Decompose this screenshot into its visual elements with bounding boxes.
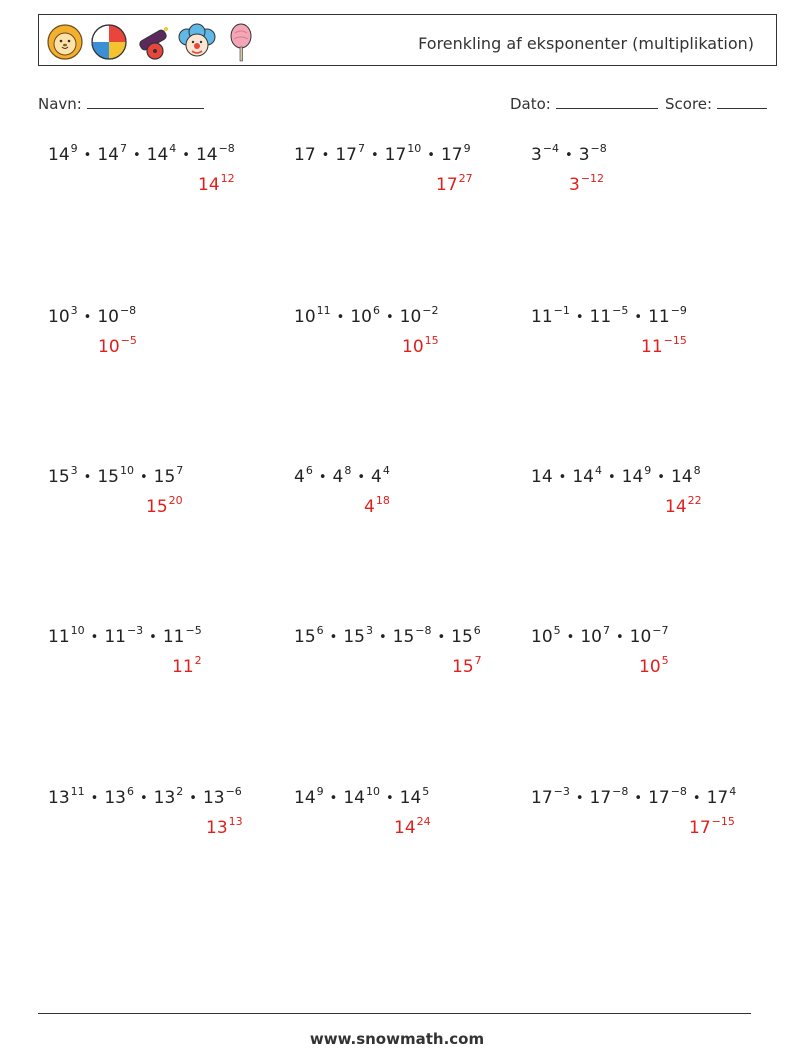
power-term xyxy=(195,142,235,165)
base: 14 xyxy=(146,145,169,165)
exponent: 3 xyxy=(70,304,78,317)
base: 14 xyxy=(665,497,687,517)
problem-expression xyxy=(294,624,481,647)
power-term xyxy=(202,785,242,808)
multiply-dot: • xyxy=(189,791,197,806)
cotton-candy-icon xyxy=(221,21,261,63)
power-term xyxy=(648,304,687,327)
base: 17 xyxy=(589,788,612,808)
exponent: 2 xyxy=(194,654,202,667)
base: 15 xyxy=(452,657,474,677)
base: 11 xyxy=(589,307,612,327)
exponent: 7 xyxy=(119,142,127,155)
exponent: 6 xyxy=(305,464,313,477)
exponent: 6 xyxy=(316,624,324,637)
base: 11 xyxy=(172,657,194,677)
power-term xyxy=(392,624,432,647)
base: 15 xyxy=(97,467,119,487)
base: 4 xyxy=(294,467,305,487)
base: 14 xyxy=(670,467,693,487)
base: 11 xyxy=(648,307,670,327)
multiply-dot: • xyxy=(321,148,330,163)
base: 11 xyxy=(641,337,663,357)
exponent: 8 xyxy=(344,464,352,477)
base: 11 xyxy=(104,627,126,647)
problem-item xyxy=(531,304,771,387)
exponent: −8 xyxy=(218,142,235,155)
multiply-dot: • xyxy=(575,310,584,325)
exponent: −2 xyxy=(422,304,439,317)
power-term xyxy=(146,142,177,165)
power-term xyxy=(48,142,78,165)
base: 17 xyxy=(689,818,711,838)
answer xyxy=(172,654,202,677)
power-term xyxy=(641,334,687,357)
exponent: −4 xyxy=(542,142,560,155)
base: 10 xyxy=(629,627,652,647)
base: 10 xyxy=(350,307,372,327)
power-term xyxy=(706,785,737,808)
problem-item xyxy=(48,464,288,547)
base: 10 xyxy=(98,337,120,357)
date-blank[interactable] xyxy=(556,94,658,109)
answer xyxy=(394,815,431,838)
multiply-dot: • xyxy=(558,470,567,485)
problem-expression xyxy=(294,785,430,808)
base: 14 xyxy=(48,145,70,165)
multiply-dot: • xyxy=(385,310,394,325)
header-icons xyxy=(45,20,261,64)
multiply-dot: • xyxy=(575,791,584,806)
problem-item xyxy=(294,142,534,225)
exponent: −5 xyxy=(185,624,202,637)
power-term xyxy=(580,624,610,647)
answer xyxy=(452,654,482,677)
multiply-dot: • xyxy=(378,630,387,645)
exponent: −9 xyxy=(670,304,687,317)
exponent: 4 xyxy=(382,464,390,477)
power-term xyxy=(335,142,365,165)
exponent: 7 xyxy=(176,464,184,477)
problem-item xyxy=(48,142,288,225)
multiply-dot: • xyxy=(139,791,148,806)
exponent: 10 xyxy=(365,785,380,798)
multiply-dot: • xyxy=(90,630,99,645)
power-term xyxy=(629,624,669,647)
exponent: 9 xyxy=(316,785,324,798)
multiply-dot: • xyxy=(657,470,665,485)
multiply-dot: • xyxy=(385,791,394,806)
problem-expression xyxy=(48,785,242,808)
score-label: Score: xyxy=(665,95,713,113)
exponent: 9 xyxy=(463,142,471,155)
base: 17 xyxy=(335,145,357,165)
base: 13 xyxy=(202,788,225,808)
exponent: 5 xyxy=(661,654,669,667)
power-term xyxy=(569,172,605,195)
problem-expression xyxy=(531,464,701,487)
exponent: −12 xyxy=(580,172,605,185)
power-term xyxy=(294,145,316,165)
answer xyxy=(402,334,439,357)
base: 14 xyxy=(621,467,644,487)
base: 13 xyxy=(104,788,126,808)
exponent: 20 xyxy=(168,494,183,507)
name-label: Navn: xyxy=(38,95,82,113)
date-field[interactable] xyxy=(510,94,658,113)
exponent: 9 xyxy=(644,464,652,477)
base: 15 xyxy=(153,467,176,487)
base: 10 xyxy=(294,307,316,327)
base: 4 xyxy=(364,497,375,517)
power-term xyxy=(589,785,629,808)
problem-expression xyxy=(48,142,235,165)
exponent: 12 xyxy=(220,172,235,185)
exponent: 5 xyxy=(553,624,561,637)
answer xyxy=(665,494,702,517)
cannon-icon xyxy=(133,21,173,63)
base: 14 xyxy=(294,788,316,808)
exponent: 10 xyxy=(119,464,134,477)
power-term xyxy=(531,624,561,647)
power-term xyxy=(350,304,380,327)
multiply-dot: • xyxy=(329,630,338,645)
multiply-dot: • xyxy=(182,148,190,163)
name-blank[interactable] xyxy=(87,94,204,109)
multiply-dot: • xyxy=(83,148,92,163)
exponent: 6 xyxy=(473,624,481,637)
exponent: 18 xyxy=(375,494,390,507)
base: 17 xyxy=(384,145,407,165)
multiply-dot: • xyxy=(692,791,701,806)
power-term xyxy=(98,334,137,357)
power-term xyxy=(531,142,560,165)
exponent: −5 xyxy=(612,304,629,317)
power-term xyxy=(399,785,430,808)
exponent: 4 xyxy=(169,142,177,155)
exponent: 7 xyxy=(602,624,610,637)
base: 13 xyxy=(206,818,228,838)
multiply-dot: • xyxy=(615,630,624,645)
problem-item xyxy=(531,624,771,707)
exponent: 4 xyxy=(729,785,737,798)
multiply-dot: • xyxy=(634,310,643,325)
exponent: 10 xyxy=(407,142,422,155)
problem-expression xyxy=(531,785,737,808)
exponent: −8 xyxy=(415,624,432,637)
power-term xyxy=(97,304,137,327)
base: 14 xyxy=(343,788,365,808)
exponent: 22 xyxy=(687,494,702,507)
answer xyxy=(641,334,687,357)
base: 10 xyxy=(97,307,119,327)
base: 10 xyxy=(402,337,424,357)
exponent: 11 xyxy=(70,785,85,798)
exponent: 4 xyxy=(594,464,602,477)
base: 17 xyxy=(436,175,458,195)
exponent: 8 xyxy=(693,464,701,477)
multiply-dot: • xyxy=(149,630,157,645)
power-term xyxy=(153,464,184,487)
base: 17 xyxy=(531,788,553,808)
power-term xyxy=(531,467,553,487)
answer xyxy=(146,494,183,517)
problem-item xyxy=(294,785,534,868)
multiply-dot: • xyxy=(634,791,643,806)
problem-item xyxy=(531,464,771,547)
exponent: 9 xyxy=(70,142,78,155)
exponent: 11 xyxy=(316,304,331,317)
exponent: −1 xyxy=(553,304,570,317)
base: 17 xyxy=(706,788,729,808)
problem-item xyxy=(531,785,771,868)
footer-url: www.snowmath.com xyxy=(309,1030,485,1048)
exponent: 6 xyxy=(372,304,380,317)
power-term xyxy=(578,142,607,165)
multiply-dot: • xyxy=(83,470,92,485)
problem-expression xyxy=(531,304,687,327)
power-term xyxy=(648,785,687,808)
base: 15 xyxy=(48,467,70,487)
base: 10 xyxy=(531,627,553,647)
multiply-dot: • xyxy=(427,148,435,163)
base: 17 xyxy=(648,788,670,808)
problem-item xyxy=(48,785,288,868)
base: 14 xyxy=(531,467,553,487)
exponent: 6 xyxy=(126,785,134,798)
power-term xyxy=(399,304,439,327)
power-term xyxy=(294,304,331,327)
base: 14 xyxy=(399,788,422,808)
problem-expression xyxy=(294,142,471,165)
multiply-dot: • xyxy=(370,148,379,163)
power-term xyxy=(572,464,602,487)
power-term xyxy=(371,464,390,487)
power-term xyxy=(48,304,78,327)
answer xyxy=(689,815,735,838)
base: 11 xyxy=(162,627,185,647)
problem-expression xyxy=(48,624,202,647)
name-field[interactable] xyxy=(38,94,204,113)
power-term xyxy=(665,494,702,517)
multiply-dot: • xyxy=(139,470,148,485)
base: 10 xyxy=(639,657,661,677)
footer-divider xyxy=(38,1013,751,1014)
base: 10 xyxy=(580,627,602,647)
power-term xyxy=(104,624,144,647)
power-term xyxy=(436,172,473,195)
multiply-dot: • xyxy=(329,791,338,806)
problem-item xyxy=(48,624,288,707)
exponent: 5 xyxy=(422,785,430,798)
multiply-dot: • xyxy=(357,470,365,485)
answer xyxy=(98,334,137,357)
exponent: 2 xyxy=(176,785,184,798)
problem-item xyxy=(531,142,771,225)
power-term xyxy=(402,334,439,357)
problem-expression xyxy=(531,624,669,647)
base: 11 xyxy=(531,307,553,327)
base: 17 xyxy=(294,145,316,165)
multiply-dot: • xyxy=(437,630,446,645)
power-term xyxy=(172,654,202,677)
score-blank[interactable] xyxy=(717,94,767,109)
power-term xyxy=(440,142,471,165)
base: 14 xyxy=(195,145,218,165)
multiply-dot: • xyxy=(607,470,616,485)
problem-expression xyxy=(48,464,184,487)
power-term xyxy=(153,785,184,808)
power-term xyxy=(670,464,701,487)
base: 15 xyxy=(451,627,473,647)
base: 3 xyxy=(531,145,542,165)
power-term xyxy=(206,815,243,838)
base: 15 xyxy=(146,497,168,517)
multiply-dot: • xyxy=(336,310,345,325)
problem-expression xyxy=(531,142,607,165)
power-term xyxy=(531,304,570,327)
power-term xyxy=(452,654,482,677)
multiply-dot: • xyxy=(318,470,327,485)
base: 4 xyxy=(371,467,382,487)
base: 14 xyxy=(198,175,220,195)
problem-item xyxy=(294,624,534,707)
exponent: −6 xyxy=(225,785,242,798)
exponent: −3 xyxy=(126,624,144,637)
power-term xyxy=(162,624,202,647)
power-term xyxy=(531,785,570,808)
power-term xyxy=(97,142,127,165)
answer xyxy=(436,172,473,195)
power-term xyxy=(589,304,629,327)
exponent: 7 xyxy=(357,142,365,155)
problem-expression xyxy=(294,464,390,487)
exponent: 3 xyxy=(365,624,373,637)
exponent: 27 xyxy=(458,172,473,185)
power-term xyxy=(343,785,380,808)
score-field[interactable] xyxy=(665,94,767,113)
exponent: −3 xyxy=(553,785,570,798)
exponent: 10 xyxy=(70,624,85,637)
base: 11 xyxy=(48,627,70,647)
power-term xyxy=(689,815,735,838)
worksheet-header xyxy=(38,14,777,66)
power-term xyxy=(621,464,652,487)
multiply-dot: • xyxy=(566,630,575,645)
answer xyxy=(639,654,669,677)
power-term xyxy=(97,464,134,487)
power-term xyxy=(384,142,422,165)
problem-item xyxy=(48,304,288,387)
base: 3 xyxy=(578,145,590,165)
base: 13 xyxy=(48,788,70,808)
exponent: −7 xyxy=(652,624,669,637)
exponent: −8 xyxy=(119,304,137,317)
problem-expression xyxy=(294,304,439,327)
base: 4 xyxy=(332,467,344,487)
answer xyxy=(364,494,390,517)
exponent: 24 xyxy=(416,815,431,828)
exponent: −15 xyxy=(663,334,687,347)
power-term xyxy=(198,172,235,195)
power-term xyxy=(332,464,352,487)
answer xyxy=(198,172,235,195)
beach-ball-icon xyxy=(89,21,129,63)
power-term xyxy=(48,785,85,808)
multiply-dot: • xyxy=(90,791,99,806)
power-term xyxy=(294,785,324,808)
answer xyxy=(206,815,243,838)
power-term xyxy=(343,624,373,647)
exponent: −5 xyxy=(120,334,137,347)
multiply-dot: • xyxy=(565,148,573,163)
base: 17 xyxy=(440,145,463,165)
multiply-dot: • xyxy=(83,310,92,325)
clown-icon xyxy=(177,21,217,63)
base: 14 xyxy=(97,145,119,165)
base: 13 xyxy=(153,788,176,808)
base: 15 xyxy=(343,627,365,647)
exponent: −15 xyxy=(711,815,735,828)
base: 10 xyxy=(399,307,422,327)
multiply-dot: • xyxy=(132,148,141,163)
power-term xyxy=(294,464,313,487)
problem-item xyxy=(294,304,534,387)
power-term xyxy=(48,624,85,647)
base: 3 xyxy=(569,175,580,195)
base: 15 xyxy=(294,627,316,647)
exponent: 7 xyxy=(474,654,482,667)
exponent: 3 xyxy=(70,464,78,477)
power-term xyxy=(294,624,324,647)
power-term xyxy=(48,464,78,487)
power-term xyxy=(639,654,669,677)
answer xyxy=(569,172,605,195)
problem-expression xyxy=(48,304,137,327)
base: 10 xyxy=(48,307,70,327)
base: 14 xyxy=(394,818,416,838)
power-term xyxy=(146,494,183,517)
exponent: −8 xyxy=(670,785,687,798)
exponent: −8 xyxy=(590,142,607,155)
date-label: Dato: xyxy=(510,95,551,113)
worksheet-title: Forenkling af eksponenter (multiplikation) xyxy=(418,34,754,53)
problem-item xyxy=(294,464,534,547)
power-term xyxy=(394,815,431,838)
power-term xyxy=(104,785,134,808)
exponent: 13 xyxy=(228,815,243,828)
lion-icon xyxy=(45,21,85,63)
base: 15 xyxy=(392,627,415,647)
power-term xyxy=(451,624,481,647)
base: 14 xyxy=(572,467,594,487)
exponent: 15 xyxy=(424,334,439,347)
exponent: −8 xyxy=(612,785,629,798)
power-term xyxy=(364,494,390,517)
